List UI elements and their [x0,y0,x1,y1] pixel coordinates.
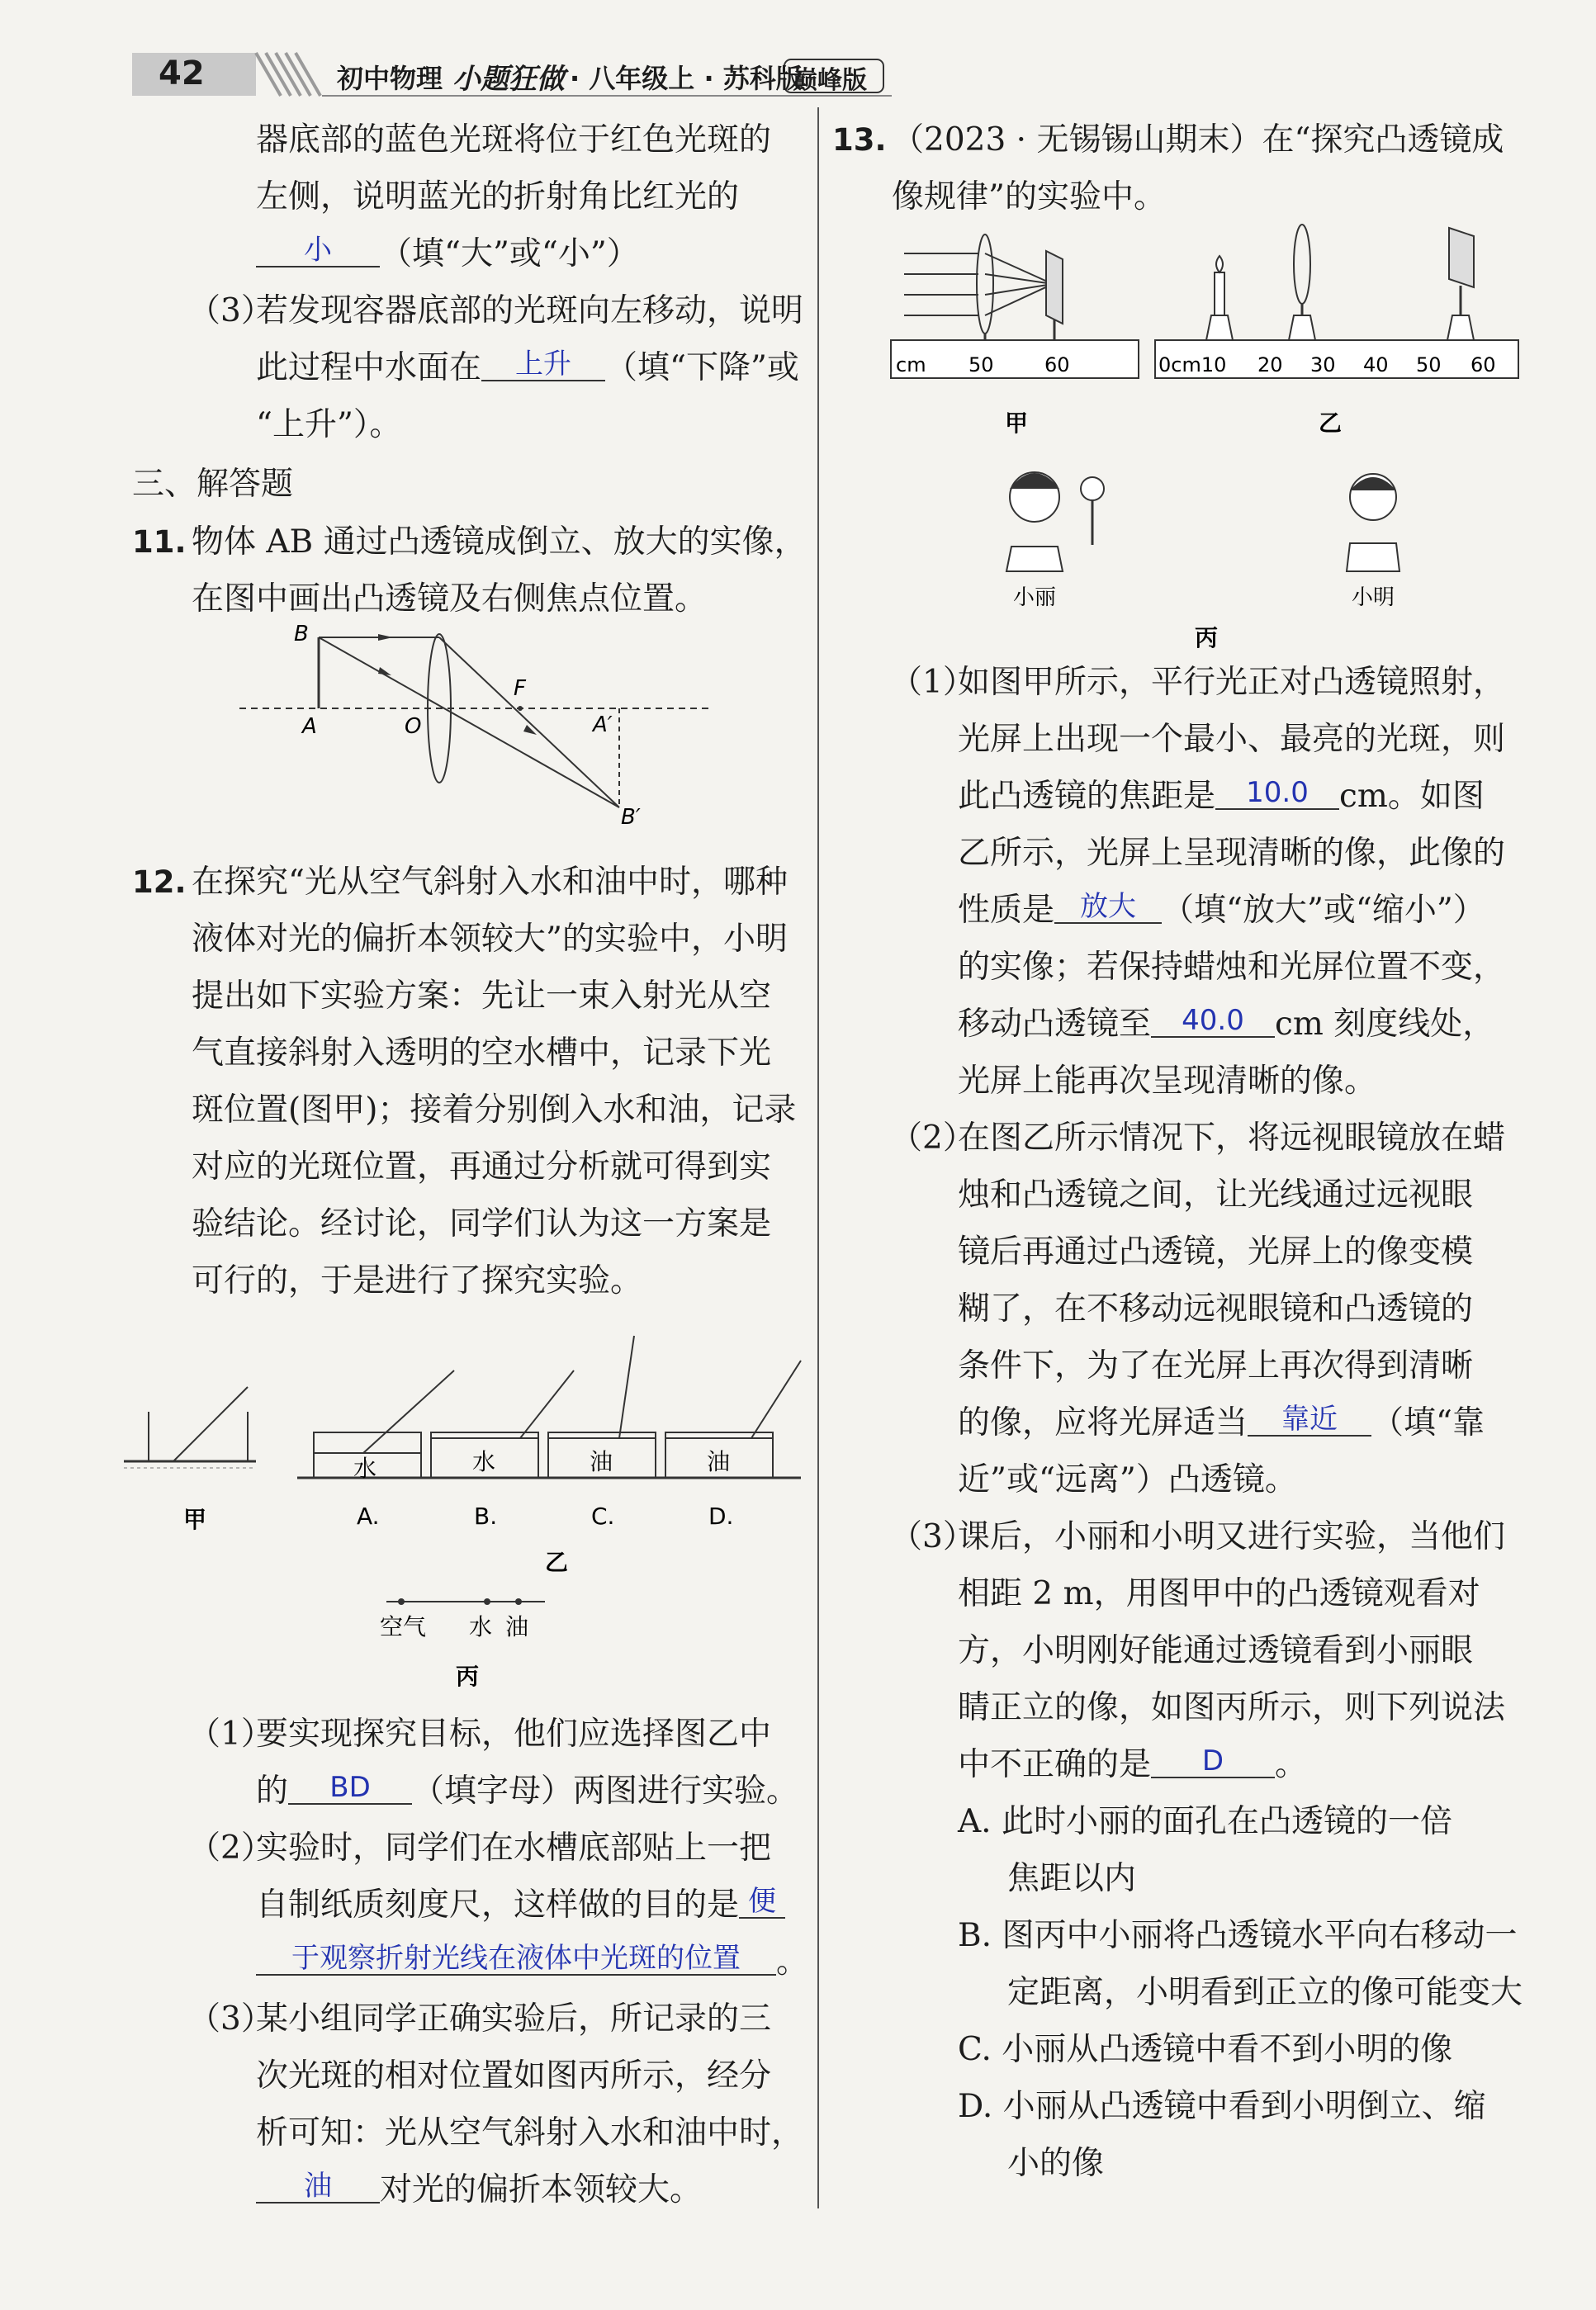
label-a: A [302,714,317,739]
option-b-line2: 定距离，小明看到正立的像可能变大 [1007,1974,1523,2011]
option-d-label: D. [708,1503,734,1530]
ruler2-tick-30: 30 [1310,353,1336,376]
header-title-left: 初中物理 [337,63,443,94]
label-b-prime: B′ [621,805,641,830]
q12-line5: 斑位置(图甲)；接着分别倒入水和油，记录 [192,1091,797,1129]
q13-p3-line3: 方，小明刚好能通过透镜看到小丽眼 [958,1632,1474,1669]
answer-blank[interactable] [256,233,380,267]
option-c: C. 小丽从凸透镜中看不到小明的像 [958,2031,1453,2068]
option-c-label: C. [591,1503,615,1530]
answer-blank[interactable] [1151,1003,1275,1038]
spot-water-label: 水 [469,1613,493,1640]
header-title-right: · 八年级上 · 苏科版 [570,63,803,94]
option-b-line1: B. 图丙中小丽将凸透镜水平向右移动一 [958,1917,1518,1954]
q12-p2-line1: 实验时，同学们在水槽底部贴上一把 [256,1830,772,1867]
q10-p3-line2-tail: （填“下降”或 [605,349,799,386]
q13-p2-line7: 近”或“远离”）凸透镜。 [958,1461,1297,1498]
q12-p3-num: （3） [188,2000,273,2038]
answer-blank[interactable] [288,1770,412,1805]
label-f: F [514,676,526,701]
answer-blank[interactable] [739,1884,785,1919]
q12-p2-line2-text: 自制纸质刻度尺，这样做的目的是 [256,1886,740,1924]
figure-jia [124,1387,256,1468]
q13-p1-l7-tail: cm 刻度线处， [1275,1006,1495,1043]
q12-p1-num: （1） [188,1716,273,1753]
answer-text: 上升 [515,348,572,381]
q13-p3-line2: 相距 2 m，用图甲中的凸透镜观看对 [958,1575,1480,1612]
q13-p1-line3 [958,768,1485,825]
ruler2-tick-50: 50 [1416,353,1442,376]
answer-blank[interactable] [1248,1402,1371,1437]
q13-p1-line4: 乙所示，光屏上呈现清晰的像，此像的 [958,835,1506,872]
label-a-prime: A′ [593,712,613,737]
q10-p3-line2-head: 此过程中水面在 [256,349,482,386]
section-heading: 三、解答题 [132,466,294,503]
figure-jia-lens [891,234,1139,437]
label-b: B [294,622,309,646]
label-xiaoming: 小明 [1352,585,1395,610]
answer-text: 40.0 [1182,1004,1244,1037]
q12-p1-head: 的 [256,1773,289,1810]
label-o: O [405,714,422,739]
q13-p3-line5 [958,1736,1307,1793]
q13-p2-line4: 糊了，在不移动远视眼镜和凸透镜的 [958,1290,1474,1328]
q13-p2-num: （2） [890,1119,975,1157]
lens-ray-diagram [239,619,735,834]
answer-blank[interactable] [256,1941,776,1976]
ruler2-tick-60: 60 [1470,353,1496,376]
answer-text: 放大 [1080,890,1137,923]
fig-yi-label: 乙 [545,1549,569,1576]
q10-p3-line1: 若发现容器底部的光斑向左移动，说明 [256,292,804,329]
answer-text: 10.0 [1246,776,1309,809]
option-a-label: A. [357,1503,380,1530]
fig-jia-label: 甲 [183,1506,207,1533]
tank-b-liquid: 水 [472,1448,496,1475]
q13-p2-line6 [958,1394,1485,1451]
q13-figures [888,216,1523,654]
ruler2-tick-40: 40 [1363,353,1389,376]
q13-p1-l7-head: 移动凸透镜至 [958,1006,1152,1043]
answer-text: BD [329,1771,371,1804]
header-brand: 小题狂做 [452,63,565,96]
q13-p2-line3: 镜后再通过凸透镜，光屏上的像变模 [958,1233,1474,1271]
spot-air-label: 空气 [380,1613,427,1640]
answer-text: 便 [748,1885,777,1918]
option-a-line2: 焦距以内 [1007,1860,1137,1897]
q13-line1: （2023 · 无锡锡山期末）在“探究凸透镜成 [892,121,1504,159]
ruler1-tick-60: 60 [1044,353,1070,376]
q10-p3-line3: “上升”）。 [256,406,402,443]
q12-p1-tail: （填字母）两图进行实验。 [412,1773,799,1810]
figure-bing-children [1006,472,1399,651]
q12-line7: 验结论。经讨论，同学们认为这一方案是 [192,1205,772,1243]
spot-oil-label: 油 [505,1613,529,1640]
water-oil-tanks-diagram [124,1329,809,1701]
q13-p2-line5: 条件下，为了在光屏上再次得到清晰 [958,1347,1474,1385]
option-d-line2: 小的像 [1007,2145,1105,2182]
ray-through-center [319,637,619,807]
fig-bing-label: 丙 [456,1663,480,1690]
q12-line8: 可行的，于是进行了探究实验。 [192,1262,643,1299]
q13-p1-line7 [958,996,1494,1053]
q13-p2-line2: 烛和凸透镜之间，让光线通过远视眼 [958,1176,1474,1214]
tank-a-liquid: 水 [353,1455,377,1482]
q11-line1: 物体 AB 通过凸透镜成倒立、放大的实像， [192,523,807,561]
answer-text: D [1201,1744,1224,1777]
q10-p3-line2 [256,339,799,396]
q12-line6: 对应的光斑位置，再通过分析就可得到实 [192,1148,772,1186]
q13-p1-line6: 的实像；若保持蜡烛和光屏位置不变， [958,949,1506,986]
page-number: 42 [159,54,205,92]
answer-text: 靠近 [1281,1403,1338,1436]
q12-line4: 气直接斜射入透明的空水槽中，记录下光 [192,1034,772,1072]
fig-bing-label: 丙 [1195,624,1219,651]
q12-p1-line1: 要实现探究目标，他们应选择图乙中 [256,1716,772,1753]
q13-p2-l6-head: 的像，应将光屏适当 [958,1404,1248,1441]
header-edition: 巅峰版 [793,66,867,95]
q13-p3-l5-tail: 。 [1275,1746,1308,1783]
q10-p3-num: （3） [188,292,273,329]
figure-yi-tanks [297,1336,801,1530]
q10-line2: 左侧，说明蓝光的折射角比红光的 [256,178,740,215]
q12-p3-line4 [256,2161,702,2218]
fig-jia-label: 甲 [1005,409,1029,437]
q12-p3-line1: 某小组同学正确实验后，所记录的三 [256,2000,772,2038]
q11-number: 11. [132,524,187,560]
answer-blank[interactable] [1215,775,1339,810]
answer-text: 小 [304,234,332,267]
q10-line3 [256,225,639,282]
page-header [132,50,892,99]
answer-blank[interactable] [1054,889,1162,924]
answer-text: 油 [304,2170,332,2203]
q13-p1-l3-tail: cm。如图 [1339,778,1485,815]
q13-p3-num: （3） [890,1518,975,1555]
q13-p2-line1: 在图乙所示情况下，将远视眼镜放在蜡 [958,1119,1506,1157]
q12-p3-line3: 析可知：光从空气斜射入水和油中时， [256,2114,804,2151]
fig-yi-label: 乙 [1319,409,1343,437]
q10-line3-tail: （填“大”或“小”） [380,235,639,272]
ruler1-unit: cm [896,353,926,376]
q13-number: 13. [832,122,887,158]
q10-line1: 器底部的蓝色光斑将位于红色光斑的 [256,121,772,159]
answer-blank[interactable] [1151,1744,1275,1778]
q13-p1-l3-head: 此凸透镜的焦距是 [958,778,1216,815]
q13-p1-num: （1） [890,664,975,701]
q12-p3-tail: 对光的偏折本领较大。 [380,2171,703,2208]
q13-p3-line4: 睛正立的像，如图丙所示，则下列说法 [958,1689,1506,1726]
q11-line2: 在图中画出凸透镜及右侧焦点位置。 [192,580,708,618]
q12-p2-num: （2） [188,1830,273,1867]
q12-p2-end: 。 [776,1943,809,1981]
q13-p1-line1: 如图甲所示，平行光正对凸透镜照射， [958,664,1506,701]
q12-line3: 提出如下实验方案：先让一束入射光从空 [192,977,772,1015]
ruler2-tick-0: 0cm10 [1158,353,1227,376]
tank-d-liquid: 油 [707,1448,731,1475]
q13-line2: 像规律”的实验中。 [892,178,1166,215]
q13-p1-line8: 光屏上能再次呈现清晰的像。 [958,1063,1377,1100]
q12-p2-line3 [256,1934,808,1990]
ruler1-tick-50: 50 [968,353,994,376]
q13-p1-line5 [958,882,1485,939]
tank-c-liquid: 油 [590,1448,613,1475]
q12-line1: 在探究“光从空气斜射入水和油中时，哪种 [192,864,788,901]
figure-yi-bench [1155,225,1518,437]
q13-p1-l5-head: 性质是 [958,892,1055,929]
ruler2-tick-20: 20 [1257,353,1283,376]
option-b-label: B. [474,1503,498,1530]
option-a-line1: A. 此时小丽的面孔在凸透镜的一倍 [958,1803,1452,1840]
q12-number: 12. [132,864,187,900]
q13-p3-l5-head: 中不正确的是 [958,1746,1152,1783]
column-divider [817,107,819,2208]
q13-p1-l5-tail: （填“放大”或“缩小”） [1162,892,1485,929]
answer-text: 于观察折射光线在液体中光斑的位置 [291,1942,741,1975]
answer-blank[interactable] [256,2169,380,2203]
answer-blank[interactable] [481,347,605,381]
option-d-line1: D. 小丽从凸透镜中看到小明倒立、缩 [958,2088,1486,2125]
figure-bing [380,1598,545,1690]
q12-line2: 液体对光的偏折本领较大”的实验中，小明 [192,921,788,958]
q13-p3-line1: 课后，小丽和小明又进行实验，当他们 [958,1518,1506,1555]
q12-p1-line2 [256,1763,798,1820]
q12-p3-line2: 次光斑的相对位置如图丙所示，经分 [256,2057,772,2095]
label-xiaoli: 小丽 [1013,585,1057,610]
q13-p1-line2: 光屏上出现一个最小、最亮的光斑，则 [958,721,1506,758]
q13-p2-l6-tail: （填“靠 [1371,1404,1485,1441]
q12-p2-line2 [256,1877,785,1934]
